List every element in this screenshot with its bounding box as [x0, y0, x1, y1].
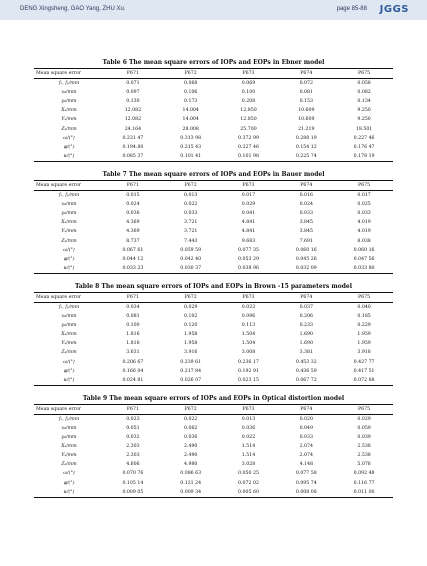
- column-header: P675: [358, 406, 371, 412]
- table-cell: 0.047 56: [353, 256, 375, 262]
- table-cell: 8.038: [357, 238, 371, 244]
- table-row: [34, 191, 393, 201]
- table-row: [34, 312, 393, 321]
- table-cell: 0.036: [241, 426, 256, 431]
- table-row: [34, 246, 393, 255]
- table-cell: 0.044 12: [122, 256, 144, 262]
- table-cell: 0.017: [357, 193, 371, 199]
- table-cell: 0.178 19: [353, 153, 375, 159]
- table-cell: 0.100: [126, 323, 140, 329]
- table-cell: 3.631: [126, 350, 140, 356]
- table-row: [34, 330, 393, 339]
- table-cell: 0.034: [126, 304, 140, 310]
- row-label: Zₛ/mm: [61, 126, 77, 132]
- table-cell: 0.023 15: [238, 377, 259, 383]
- table-cell: 0.239 61: [180, 359, 202, 365]
- table-cell: 0.082: [357, 90, 371, 96]
- header-authors: DENG Xingsheng, GAO Yang, ZHU Xu.: [20, 6, 126, 12]
- table-cell: 0.096: [241, 314, 256, 320]
- table-cell: 0.176 47: [353, 144, 375, 150]
- table-cell: 0.029: [183, 304, 198, 310]
- journal-logo: JGGS: [379, 4, 409, 15]
- table-cell: 0.134: [357, 99, 371, 105]
- table-row: [34, 237, 393, 246]
- table-row: [34, 451, 393, 460]
- column-header: P673: [242, 71, 255, 76]
- table-cell: 0.016: [299, 193, 313, 199]
- table-cell: 0.106: [183, 90, 198, 96]
- row-label: ω/(°): [63, 359, 75, 365]
- table-cell: 12.082: [124, 117, 142, 123]
- column-header: P672: [184, 406, 197, 412]
- row-label: y₀/mm: [61, 323, 77, 329]
- row-label: x₀/mm: [61, 202, 77, 208]
- table-row: [34, 227, 393, 236]
- table-cell: 4.841: [241, 220, 256, 226]
- table-cell: 0.236 17: [238, 359, 259, 365]
- table-cell: 8.737: [126, 238, 140, 244]
- table-cell: 0.313 98: [180, 135, 202, 141]
- table-cell: 0.050 25: [238, 471, 259, 477]
- table-caption: Table 6 The mean square errors of IOPs and EOPs in Ebner model: [102, 59, 325, 66]
- column-header: Mean square error: [36, 406, 81, 412]
- column-header: P671: [126, 406, 139, 412]
- row-label: Zₛ/mm: [61, 238, 77, 244]
- row-label: Xₛ/mm: [61, 332, 77, 338]
- table-cell: 0.037: [299, 304, 313, 310]
- table-cell: 0.215 43: [180, 144, 202, 150]
- table-row: [34, 348, 393, 357]
- table-row: [34, 209, 393, 218]
- table-cell: 0.033 23: [122, 265, 144, 271]
- table-cell: 0.029: [357, 416, 371, 422]
- table-cell: 0.120: [183, 323, 198, 329]
- table-cell: 3.381: [299, 350, 313, 356]
- table-row: [34, 115, 393, 124]
- row-label: φ/(°): [63, 480, 75, 486]
- table-cell: 2.074: [299, 444, 313, 450]
- table-cell: 0.038 96: [238, 265, 259, 271]
- table-cell: 12.850: [240, 108, 257, 114]
- table-cell: 0.070 76: [122, 471, 144, 477]
- table-cell: 0.154 12: [295, 144, 317, 150]
- table-cell: 0.095 74: [295, 480, 317, 486]
- table-cell: 0.058: [357, 81, 371, 87]
- table-cell: 10.609: [298, 108, 315, 114]
- row-label: Xₛ/mm: [61, 444, 77, 450]
- data-table: [34, 404, 393, 498]
- table-row: [34, 106, 393, 115]
- row-label: Xₛ/mm: [61, 220, 77, 226]
- row-label: Zₛ/mm: [61, 462, 77, 468]
- table-cell: 12.082: [124, 108, 142, 114]
- row-label: φ/(°): [63, 256, 75, 262]
- table-cell: 0.113: [241, 323, 256, 329]
- row-label: fₓ, fᵧ/mm: [58, 81, 80, 87]
- table-cell: 0.231 47: [122, 135, 144, 141]
- table-cell: 0.042 40: [180, 256, 202, 262]
- table-cell: 0.097: [126, 90, 140, 96]
- table-row: [34, 218, 393, 227]
- table-cell: 0.417 51: [353, 368, 375, 374]
- table-caption: Table 9 The mean square errors of IOPs and EOPs in Optical distortion model: [82, 394, 345, 402]
- row-label: φ/(°): [63, 368, 75, 374]
- row-label: y₀/mm: [61, 99, 77, 105]
- table-cell: 3.721: [183, 229, 198, 235]
- table-cell: 1.816: [126, 341, 140, 347]
- column-header: P675: [358, 294, 371, 300]
- column-header: P675: [358, 182, 371, 188]
- table-cell: 1.958: [183, 341, 198, 347]
- row-label: Xₛ/mm: [61, 108, 77, 114]
- table-cell: 0.067 72: [295, 377, 317, 383]
- table-header-row: [34, 292, 393, 302]
- row-label: ω/(°): [63, 471, 75, 477]
- table-block-8: [34, 281, 393, 386]
- table-row: [34, 79, 393, 89]
- table-row: [34, 134, 393, 143]
- table-cell: 0.185: [357, 314, 371, 320]
- table-row: [34, 143, 393, 152]
- column-header: P674: [300, 182, 313, 188]
- table-cell: 1.959: [357, 341, 371, 347]
- table-row: [34, 469, 393, 478]
- table-cell: 1.514: [241, 444, 256, 450]
- table-cell: 7.443: [183, 238, 198, 244]
- table-block-6: [34, 57, 393, 162]
- table-row: [34, 255, 393, 264]
- table-cell: 0.017: [241, 193, 256, 199]
- table-caption: Table 7 The mean square errors of IOPs and EOPs in Bauer model: [102, 170, 325, 178]
- table-cell: 0.194.80: [122, 144, 144, 150]
- table-cell: 0.072 88: [353, 377, 375, 383]
- row-label: x₀/mm: [61, 90, 77, 96]
- table-cell: 0.033: [299, 211, 313, 217]
- table-cell: 0.069: [241, 81, 256, 87]
- table-cell: 3.918: [357, 350, 371, 356]
- table-cell: 0.092 48: [353, 471, 375, 477]
- tables-container: [34, 57, 393, 505]
- table-cell: 1.690: [299, 341, 313, 347]
- table-block-7: [34, 169, 393, 274]
- column-header: P674: [300, 294, 313, 300]
- table-cell: 2.538: [357, 453, 371, 459]
- column-header: P671: [126, 294, 139, 300]
- table-cell: 1.504: [241, 332, 256, 338]
- table-cell: 1.816: [126, 332, 140, 338]
- table-cell: 9.250: [357, 108, 371, 114]
- table-cell: 3.845: [299, 220, 313, 226]
- row-label: φ/(°): [63, 144, 75, 150]
- row-label: κ/(°): [63, 265, 75, 271]
- table-row: [34, 152, 393, 162]
- table-cell: 4.980: [183, 462, 198, 468]
- table-cell: 0.024 81: [122, 377, 144, 383]
- table-cell: 4.019: [357, 220, 371, 226]
- column-header: P671: [126, 182, 139, 188]
- table-cell: 0.085 37: [122, 153, 144, 159]
- table-cell: 0.009 34: [180, 489, 202, 495]
- row-label: Yₛ/mm: [61, 229, 77, 235]
- table-cell: 0.101 98: [238, 153, 259, 159]
- table-cell: 0.005 60: [238, 489, 259, 495]
- row-label: κ/(°): [63, 153, 75, 159]
- row-label: Yₛ/mm: [61, 453, 77, 459]
- row-label: fₓ, fᵧ/mm: [58, 193, 80, 199]
- row-label: x₀/mm: [61, 314, 77, 320]
- table-cell: 0.206: [299, 314, 313, 320]
- column-header: P675: [358, 71, 371, 76]
- table-cell: 0.288 19: [295, 135, 317, 141]
- table-cell: 0.105 14: [122, 480, 144, 486]
- row-label: y₀/mm: [61, 435, 77, 441]
- row-label: Zₛ/mm: [61, 350, 77, 356]
- table-cell: 0.372 99: [238, 135, 259, 141]
- table-cell: 0.206 67: [122, 359, 144, 365]
- table-cell: 0.015: [126, 193, 140, 199]
- table-cell: 0.227 46: [353, 135, 375, 141]
- table-cell: 0.217 84: [180, 368, 202, 374]
- table-row: [34, 200, 393, 209]
- table-cell: 0.033 80: [353, 265, 375, 271]
- table-cell: 0.067 61: [122, 247, 144, 253]
- table-cell: 4.148: [299, 462, 313, 468]
- table-row: [34, 479, 393, 488]
- table-cell: 0.081: [126, 314, 140, 320]
- row-label: κ/(°): [63, 377, 75, 383]
- table-cell: 0.081: [299, 90, 313, 96]
- table-cell: 2.490: [183, 444, 198, 450]
- table-block-9: [34, 393, 393, 498]
- table-row: [34, 460, 393, 469]
- row-label: Yₛ/mm: [61, 341, 77, 347]
- table-cell: 1.958: [183, 332, 198, 338]
- table-cell: 9.683: [241, 238, 256, 244]
- table-cell: 0.036: [183, 435, 198, 441]
- table-cell: 0.072: [299, 81, 313, 87]
- table-row: [34, 376, 393, 386]
- table-cell: 0.077 58: [295, 471, 317, 477]
- data-table: [34, 68, 393, 162]
- table-cell: 0.040: [357, 304, 371, 310]
- table-cell: 0.008 08: [295, 489, 317, 495]
- table-cell: 2.303: [126, 444, 140, 450]
- table-cell: 0.077 35: [238, 247, 259, 253]
- column-header: P672: [184, 182, 197, 188]
- table-cell: 0.020: [299, 416, 313, 422]
- table-cell: 2.303: [126, 453, 140, 459]
- table-cell: 3.845: [299, 229, 313, 235]
- table-cell: 0.173: [183, 99, 198, 105]
- table-cell: 2.538: [357, 444, 371, 450]
- table-cell: 2.490: [183, 453, 198, 459]
- column-header: P672: [184, 294, 197, 300]
- table-cell: 0.024: [299, 202, 313, 208]
- table-cell: 4.369: [126, 220, 140, 226]
- table-cell: 0.101 41: [180, 153, 202, 159]
- table-cell: 18.501: [355, 126, 373, 132]
- table-cell: 7.691: [299, 238, 313, 244]
- table-cell: 1.690: [299, 332, 313, 338]
- table-cell: 0.032 09: [295, 265, 317, 271]
- table-cell: 0.233: [299, 323, 313, 329]
- table-cell: 0.121 24: [180, 480, 202, 486]
- table-row: [34, 414, 393, 424]
- row-label: x₀/mm: [61, 426, 77, 431]
- table-cell: 0.033: [299, 435, 313, 441]
- table-cell: 0.026 07: [180, 377, 202, 383]
- table-row: [34, 302, 393, 312]
- table-cell: 0.192 91: [238, 368, 259, 374]
- row-label: fₓ, fᵧ/mm: [58, 304, 80, 310]
- column-header: Mean square error: [36, 182, 81, 188]
- table-header-row: [34, 180, 393, 190]
- page-header: [0, 0, 427, 20]
- table-row: [34, 97, 393, 106]
- table-row: [34, 424, 393, 433]
- table-cell: 0.071: [126, 81, 140, 87]
- table-cell: 0.024: [126, 202, 140, 208]
- table-cell: 0.059: [357, 426, 371, 431]
- table-cell: 0.427 77: [353, 359, 375, 365]
- data-table: [34, 292, 393, 386]
- table-cell: 0.022: [183, 202, 198, 208]
- table-cell: 1.959: [357, 332, 371, 338]
- table-cell: 2.074: [299, 453, 313, 459]
- table-cell: 12.850: [240, 117, 257, 123]
- data-table: [34, 180, 393, 274]
- table-cell: 4.606: [126, 462, 140, 468]
- table-cell: 0.029: [241, 202, 256, 208]
- table-cell: 0.436 59: [295, 368, 317, 374]
- table-cell: 0.022: [183, 416, 198, 422]
- column-header: P672: [184, 71, 197, 76]
- table-cell: 0.229: [357, 323, 371, 329]
- table-cell: 0.086 63: [180, 471, 202, 477]
- table-cell: 10.609: [298, 117, 315, 123]
- table-caption: Table 8 The mean square errors of IOPs and EOPs in Brown -15 parameters model: [75, 282, 352, 290]
- column-header: P673: [242, 294, 255, 300]
- table-cell: 3.008: [241, 350, 256, 356]
- table-cell: 0.023: [241, 304, 256, 310]
- table-cell: 0.011 00: [353, 489, 375, 495]
- table-cell: 4.841: [241, 229, 256, 235]
- row-label: ω/(°): [63, 135, 75, 141]
- header-page-range: page 85-88: [336, 6, 367, 12]
- table-cell: 9.250: [357, 117, 371, 123]
- row-label: κ/(°): [63, 489, 75, 495]
- table-row: [34, 358, 393, 367]
- table-cell: 3.028: [241, 462, 256, 468]
- table-header-row: [34, 404, 393, 414]
- table-cell: 14.004: [182, 108, 199, 114]
- table-cell: 0.208: [241, 99, 256, 105]
- table-cell: 3.916: [183, 350, 198, 356]
- table-cell: 0.166 04: [122, 368, 144, 374]
- table-cell: 21.219: [298, 126, 315, 132]
- table-cell: 0.009 05: [122, 489, 144, 495]
- column-header: P674: [300, 406, 313, 412]
- table-header-row: [34, 69, 393, 79]
- table-cell: 28.008: [182, 126, 199, 132]
- table-cell: 0.013: [183, 193, 198, 199]
- table-row: [34, 88, 393, 97]
- table-cell: 0.100: [241, 90, 256, 96]
- row-label: fₓ, fᵧ/mm: [58, 416, 80, 422]
- table-row: [34, 125, 393, 134]
- column-header: P673: [242, 406, 255, 412]
- table-row: [34, 367, 393, 376]
- table-cell: 0.032: [126, 435, 140, 441]
- table-cell: 4.019: [357, 229, 371, 235]
- column-header: P674: [300, 71, 313, 76]
- row-label: y₀/mm: [61, 211, 77, 217]
- table-cell: 0.039: [357, 435, 371, 441]
- table-cell: 0.072 02: [238, 480, 259, 486]
- table-cell: 0.116 77: [353, 480, 375, 486]
- row-label: Yₛ/mm: [61, 117, 77, 123]
- table-cell: 1.514: [241, 453, 256, 459]
- row-label: ω/(°): [63, 247, 75, 253]
- table-cell: 4.369: [126, 229, 140, 235]
- table-cell: 0.051: [126, 426, 140, 431]
- table-cell: 0.023: [126, 416, 140, 422]
- table-cell: 0.033: [183, 211, 198, 217]
- table-cell: 0.225 74: [295, 153, 317, 159]
- table-row: [34, 339, 393, 348]
- table-row: [34, 264, 393, 274]
- table-cell: 5.076: [357, 462, 371, 468]
- table-row: [34, 433, 393, 442]
- table-row: [34, 488, 393, 498]
- table-cell: 0.049: [299, 426, 313, 431]
- column-header: P673: [242, 182, 255, 188]
- column-header: Mean square error: [36, 71, 81, 76]
- table-cell: 0.153: [299, 99, 313, 105]
- table-cell: 0.102: [183, 314, 198, 320]
- table-cell: 24.164: [124, 126, 142, 132]
- table-cell: 25.700: [240, 126, 257, 132]
- table-cell: 0.062: [183, 426, 198, 431]
- table-cell: 0.059 59: [180, 247, 202, 253]
- table-cell: 0.022: [241, 435, 256, 441]
- table-cell: 0.060 16: [353, 247, 375, 253]
- table-cell: 14.004: [182, 117, 199, 123]
- table-cell: 0.030 37: [180, 265, 202, 271]
- table-cell: 0.033: [357, 211, 371, 217]
- table-cell: 0.453 32: [295, 359, 317, 365]
- table-row: [34, 442, 393, 451]
- table-cell: 0.130: [126, 99, 140, 105]
- table-row: [34, 321, 393, 330]
- column-header: Mean square error: [36, 294, 81, 300]
- table-cell: 0.041: [241, 211, 256, 217]
- table-cell: 1.504: [241, 341, 256, 347]
- table-cell: 0.068: [183, 81, 198, 87]
- column-header: P671: [126, 71, 139, 76]
- table-cell: 0.036: [126, 211, 140, 217]
- table-cell: 3.721: [183, 220, 198, 226]
- table-cell: 0.013: [241, 416, 256, 422]
- table-cell: 0.227 46: [238, 144, 259, 150]
- table-cell: 0.025: [357, 202, 371, 208]
- table-cell: 0.053 29: [238, 256, 259, 262]
- table-cell: 0.060 16: [295, 247, 317, 253]
- table-cell: 0.045 26: [295, 256, 317, 262]
